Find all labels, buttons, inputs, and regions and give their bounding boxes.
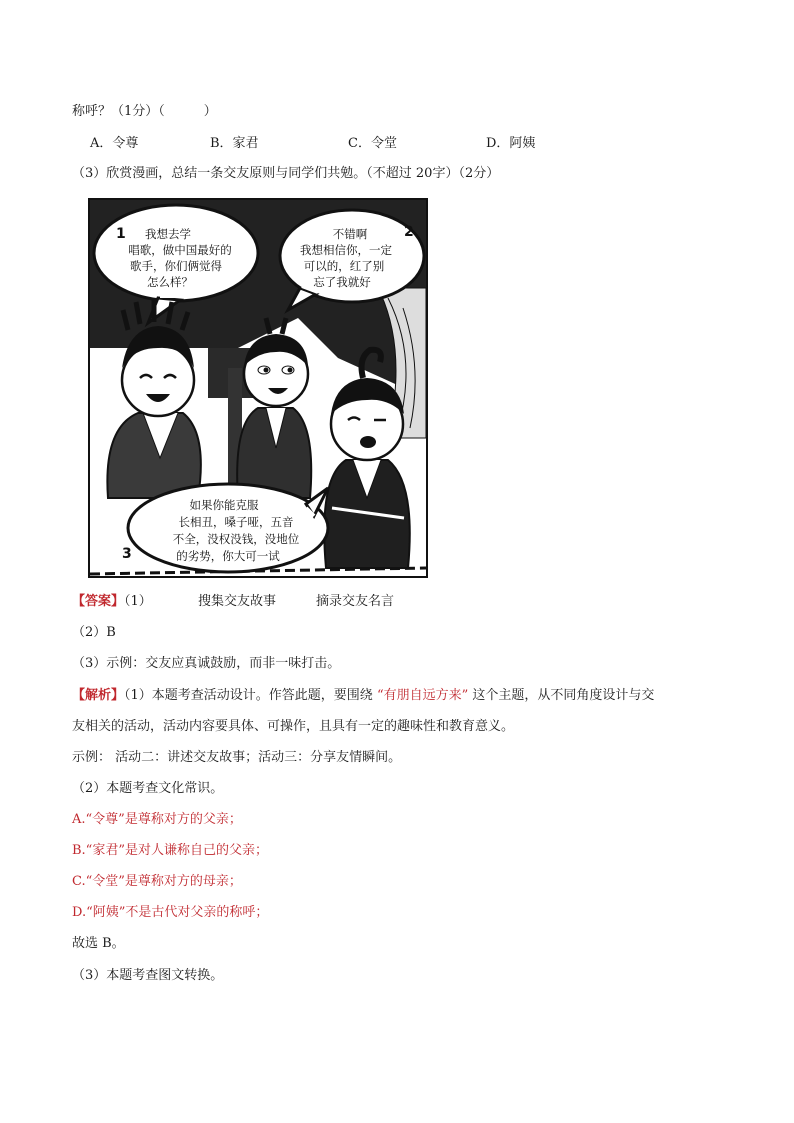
option-d: D．阿姨: [486, 136, 536, 151]
analysis-label: 【解析】: [72, 688, 125, 703]
analysis-line-1: [72, 686, 654, 706]
bubble-3-line-4: 的劣势，你大可一试: [176, 549, 280, 563]
bubble-3-line-1: 如果你能克服: [189, 498, 259, 512]
analysis-choice: 故选 B。: [72, 936, 125, 951]
answer-label: 【答案】: [72, 594, 125, 609]
analysis-1-intro: （1）本题考查活动设计。作答此题，要围绕: [124, 688, 373, 703]
option-b: B．家君: [210, 136, 259, 151]
options-row: [90, 134, 550, 154]
question-3: （3）欣赏漫画，总结一条交友原则与同学们共勉。（不超过 20字）（2分）: [72, 166, 500, 181]
analysis-line-2: 友相关的活动，活动内容要具体、可操作，且具有一定的趣味性和教育意义。: [72, 719, 515, 734]
bubble-1-line-4: 怎么样？: [147, 275, 193, 289]
answer-1-number: （1）: [124, 594, 152, 609]
analysis-example: 示例： 活动二：讲述交友故事；活动三：分享友情瞬间。: [72, 750, 402, 765]
bubble-2-line-4: 忘了我就好: [313, 275, 371, 289]
bubble-1-line-2: 唱歌，做中国最好的: [128, 243, 232, 257]
bubble-3-line-2: 长相丑，嗓子哑，五音: [178, 515, 294, 529]
bubble-1-line-3: 歌手，你们俩觉得: [130, 259, 222, 273]
question-stem-tail: 称呼？（1分）（ ）: [72, 104, 217, 119]
option-c: C．令堂: [348, 136, 397, 151]
bubble-2-line-2: 我想相信你，一定: [300, 243, 392, 257]
option-a: A．令尊: [90, 136, 139, 151]
comic-illustration: [88, 198, 428, 580]
answer-1-item-2: 摘录交友名言: [316, 594, 395, 609]
answer-line-1: [72, 592, 532, 612]
analysis-theme-quote: “有朋自远方来”: [376, 688, 469, 703]
bubble-3-line-3: 不全，没权没钱，没地位: [172, 532, 300, 546]
analysis-option-d: D.“阿姨”不是古代对父亲的称呼；: [72, 905, 269, 920]
bubble-3-number: 3: [122, 546, 132, 562]
bubble-1-line-1: 我想去学: [145, 227, 191, 241]
bubble-2-line-1: 不错啊: [332, 227, 368, 241]
analysis-3-intro: （3）本题考查图文转换。: [72, 968, 224, 983]
bubble-2-number: 2: [404, 224, 414, 240]
answer-2: （2）B: [72, 625, 116, 640]
answer-3: （3）示例：交友应真诚鼓励，而非一味打击。: [72, 656, 341, 671]
analysis-option-b: B.“家君”是对人谦称自己的父亲；: [72, 843, 268, 858]
bubble-2-line-3: 可以的，红了别: [303, 259, 385, 273]
analysis-option-a: A.“令尊”是尊称对方的父亲；: [72, 812, 242, 827]
bubble-1-number: 1: [116, 226, 126, 242]
answer-1-item-1: 搜集交友故事: [198, 594, 277, 609]
analysis-option-c: C.“令堂”是尊称对方的母亲；: [72, 874, 242, 889]
analysis-2-intro: （2）本题考查文化常识。: [72, 781, 224, 796]
analysis-1-continue: 这个主题，从不同角度设计与交: [472, 688, 655, 703]
